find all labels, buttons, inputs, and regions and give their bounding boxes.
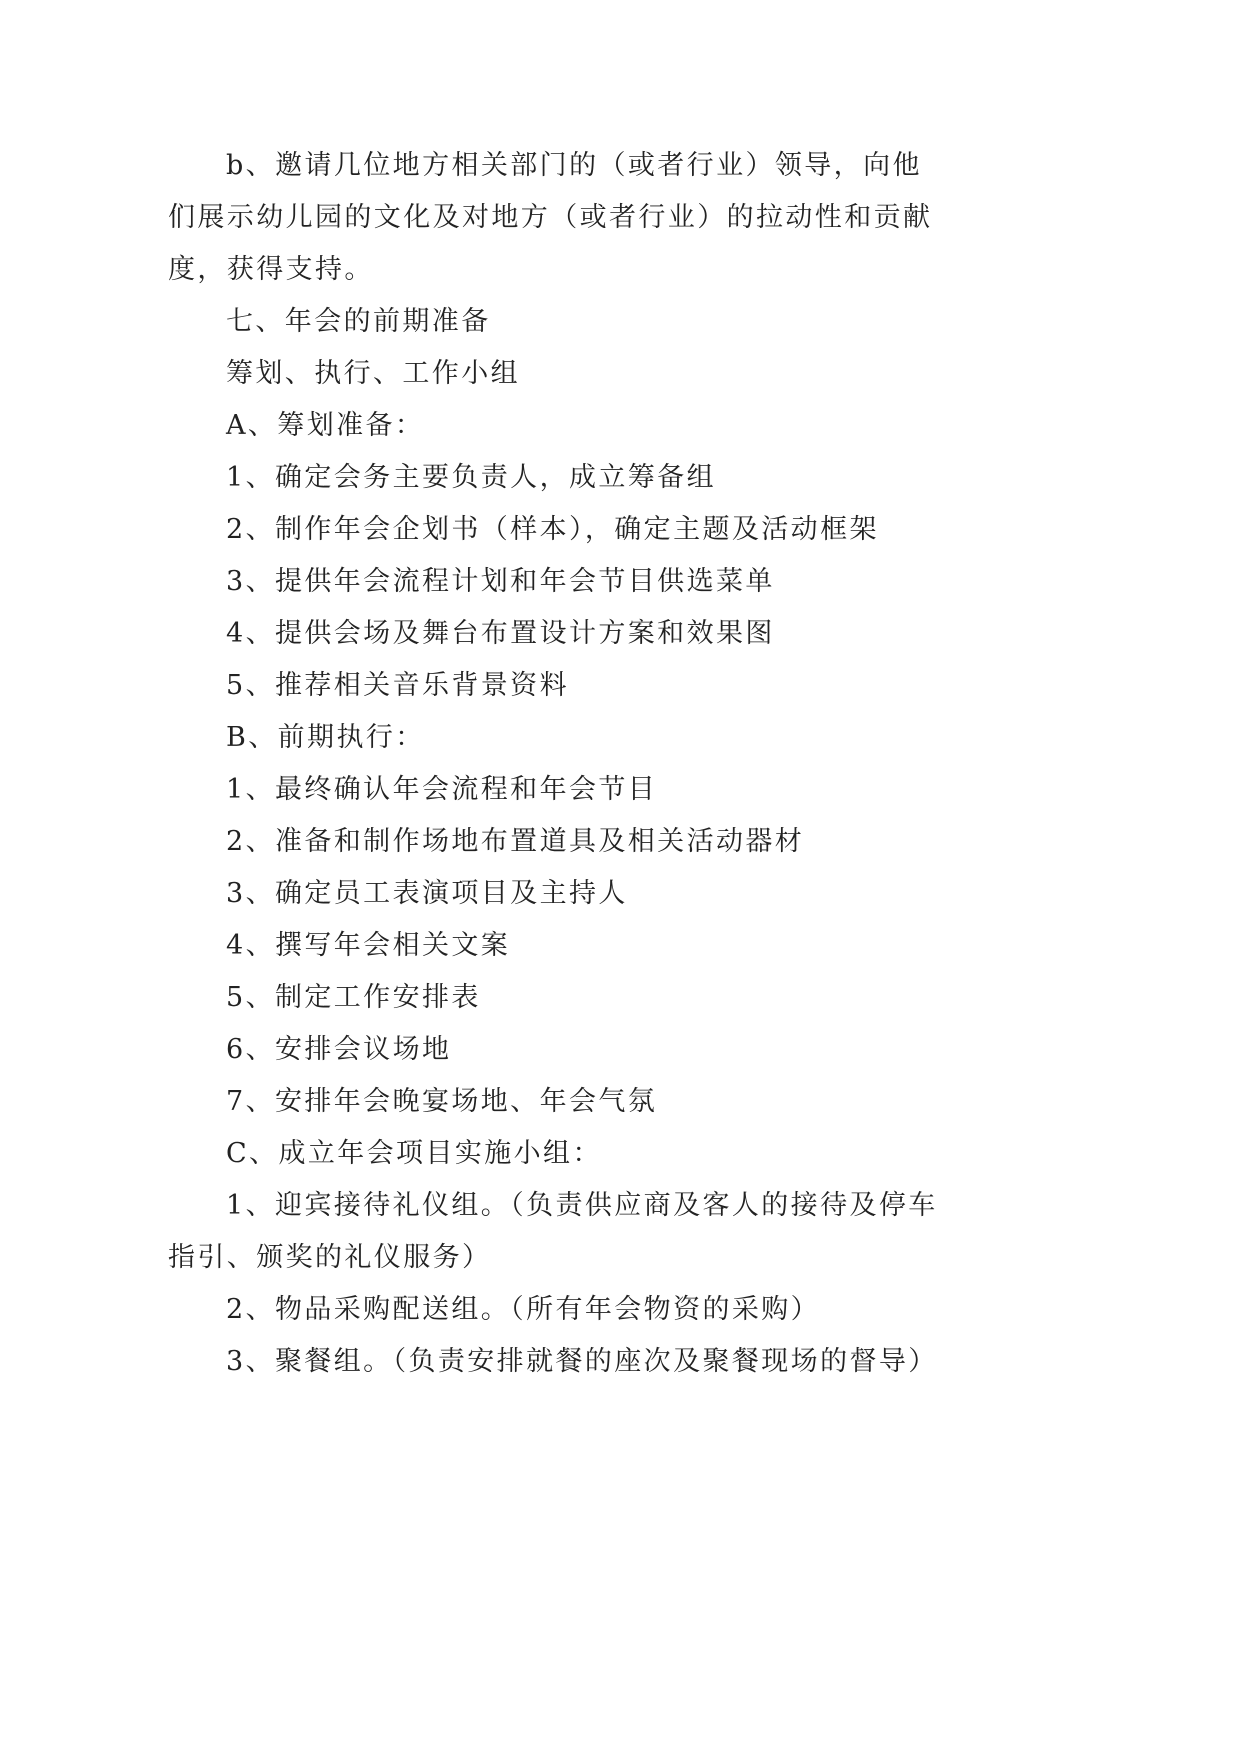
list-item: 7、安排年会晚宴场地、年会气氛: [226, 1086, 658, 1117]
subheading-execution: B、前期执行：: [226, 722, 425, 753]
list-item: 4、提供会场及舞台布置设计方案和效果图: [226, 618, 775, 649]
list-item: 2、制作年会企划书（样本），确定主题及活动框架: [226, 514, 879, 545]
list-item: 5、制定工作安排表: [226, 982, 481, 1013]
list-item: 6、安排会议场地: [226, 1034, 452, 1065]
list-item: 2、准备和制作场地布置道具及相关活动器材: [226, 826, 805, 857]
list-item: 1、最终确认年会流程和年会节目: [226, 774, 658, 805]
list-item: 5、推荐相关音乐背景资料: [226, 670, 569, 701]
paragraph-invite-leaders: b、邀请几位地方相关部门的（或者行业）领导，向他们展示幼儿园的文化及对地方（或者行业）的拉动性和贡献度，获得支持。: [168, 150, 933, 285]
list-item: 3、提供年会流程计划和年会节目供选菜单: [226, 566, 775, 597]
list-item: 1、确定会务主要负责人，成立筹备组: [226, 462, 716, 493]
list-item: 2、物品采购配送组。（所有年会物资的采购）: [226, 1294, 821, 1325]
document-body: [168, 140, 948, 1388]
list-item: 1、迎宾接待礼仪组。（负责供应商及客人的接待及停车指引、颁奖的礼仪服务）: [168, 1190, 938, 1273]
section-heading-preparation: 七、年会的前期准备: [226, 306, 491, 337]
list-item: 3、聚餐组。（负责安排就餐的座次及聚餐现场的督导）: [226, 1346, 938, 1377]
list-item: 3、确定员工表演项目及主持人: [226, 878, 628, 909]
subheading-implementation-groups: C、成立年会项目实施小组：: [226, 1138, 602, 1169]
subheading-groups: 筹划、执行、工作小组: [226, 358, 520, 389]
subheading-planning: A、筹划准备：: [226, 410, 425, 441]
list-item: 4、撰写年会相关文案: [226, 930, 511, 961]
